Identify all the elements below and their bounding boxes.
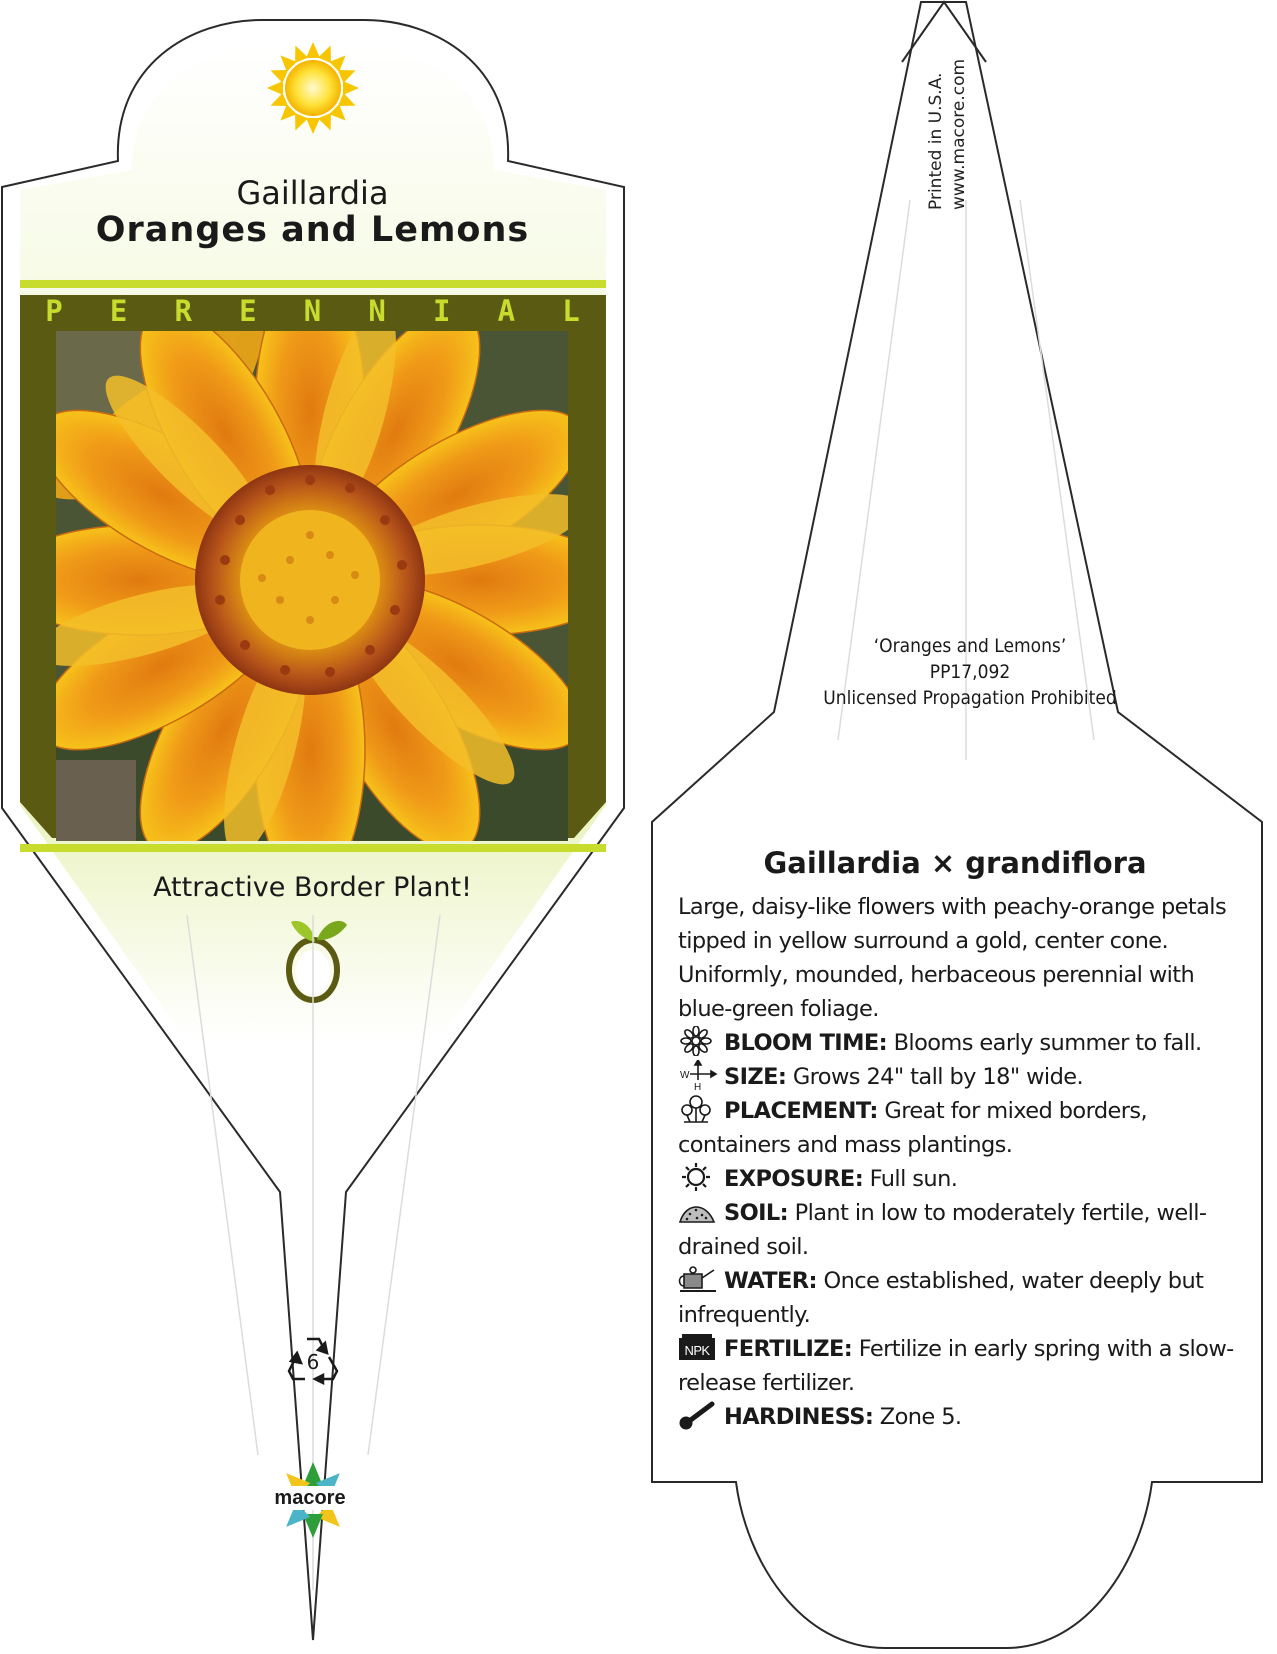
- tagline: Attractive Border Plant!: [153, 872, 472, 903]
- attr-text: Grows 24" tall by 18" wide.: [786, 1064, 1084, 1090]
- size-arrows-icon: [678, 1060, 718, 1090]
- care-info: [678, 890, 1248, 1434]
- sun-icon: [267, 42, 359, 134]
- category-letter: E: [109, 294, 128, 328]
- front-tag: [0, 20, 624, 1640]
- category-letter: L: [562, 294, 580, 328]
- attr-label: FERTILIZE:: [724, 1336, 853, 1362]
- attr-text: Fertilize in early spring with a slow-release fertilizer.: [678, 1336, 1234, 1396]
- printed-country: Printed in U.S.A.: [926, 72, 946, 210]
- plant-genus: Gaillardia: [236, 174, 389, 212]
- svg-text:H: H: [694, 1082, 701, 1090]
- attr-hardiness: [678, 1400, 1248, 1434]
- attr-label: PLACEMENT:: [724, 1098, 878, 1124]
- category-letter: A: [497, 294, 516, 328]
- description: Large, daisy-like flowers with peachy-orange petals tipped in yellow surround a gold, center cone. Uniformly, mounded, herbaceous perennial with blue-green foliage.: [678, 894, 1227, 1022]
- attr-water: [678, 1264, 1248, 1332]
- patent-notice: Unlicensed Propagation Prohibited: [823, 687, 1117, 709]
- plant-cultivar: Oranges and Lemons: [95, 210, 530, 250]
- sun-outline-icon: [678, 1162, 718, 1192]
- category-label: [40, 294, 585, 328]
- attr-label: BLOOM TIME:: [724, 1030, 888, 1056]
- attr-label: SOIL:: [724, 1200, 789, 1226]
- svg-text:W: W: [680, 1070, 689, 1081]
- attr-text: Great for mixed borders, containers and mass plantings.: [678, 1098, 1148, 1158]
- attr-label: SIZE:: [724, 1064, 787, 1090]
- printed-info: [925, 40, 971, 210]
- soil-mound-icon: [678, 1196, 718, 1226]
- category-letter: N: [303, 294, 322, 328]
- patent-block: [760, 633, 1180, 711]
- category-letter: E: [239, 294, 257, 328]
- attr-text: Plant in low to moderately fertile, well-drained soil.: [678, 1200, 1207, 1260]
- category-letter: N: [368, 294, 386, 328]
- attr-size: [678, 1060, 1248, 1094]
- attr-fertilize: [678, 1332, 1248, 1400]
- category-letter: I: [433, 294, 451, 328]
- attr-label: HARDINESS:: [724, 1404, 874, 1430]
- attr-placement: [678, 1094, 1248, 1162]
- attr-exposure: [678, 1162, 1248, 1196]
- category-letter: R: [174, 294, 192, 328]
- patent-number: PP17,092: [929, 661, 1011, 683]
- flower-photo: [0, 270, 620, 890]
- plants-icon: [678, 1094, 718, 1124]
- attr-text: Blooms early summer to fall.: [887, 1030, 1202, 1056]
- category-letter: P: [45, 294, 63, 328]
- attr-soil: [678, 1196, 1248, 1264]
- patent-name: ‘Oranges and Lemons’: [873, 635, 1067, 657]
- svg-text:NPK: NPK: [684, 1343, 710, 1358]
- attr-label: WATER:: [724, 1268, 817, 1294]
- attr-text: Full sun.: [863, 1166, 958, 1192]
- attr-text: Zone 5.: [873, 1404, 962, 1430]
- flower-icon: [678, 1026, 718, 1056]
- attr-label: EXPOSURE:: [724, 1166, 864, 1192]
- brand-logo-text: macore: [274, 1487, 346, 1509]
- npk-icon: [678, 1332, 718, 1362]
- botanical-name: Gaillardia × grandiflora: [763, 846, 1147, 880]
- attr-bloom-time: [678, 1026, 1248, 1060]
- thermometer-icon: [678, 1400, 718, 1430]
- brand-website: www.macore.com: [949, 58, 969, 210]
- attr-text: Once established, water deeply but infrequently.: [678, 1268, 1204, 1328]
- recycle-code: 6: [306, 1350, 320, 1374]
- watering-can-icon: [678, 1264, 718, 1294]
